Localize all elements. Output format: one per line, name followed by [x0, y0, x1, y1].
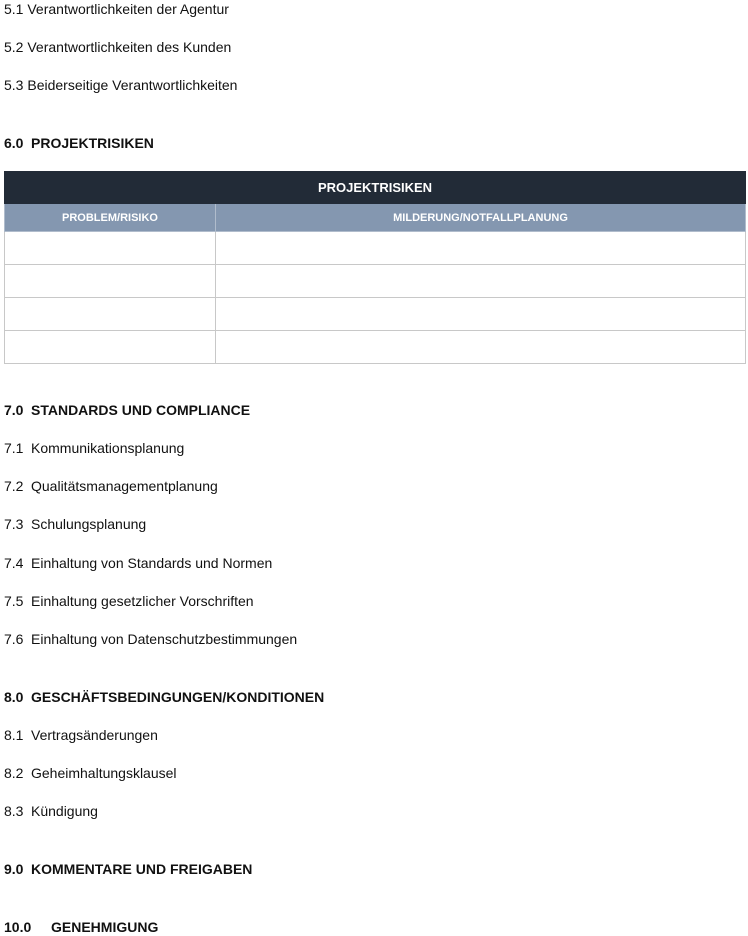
- table-header-row: [5, 204, 746, 232]
- table-title: PROJEKTRISIKEN: [5, 172, 746, 204]
- sub-item-8-1: [4, 725, 158, 745]
- section-8-heading: [4, 687, 324, 707]
- item-number: 7.5: [4, 593, 24, 609]
- sub-item-7-2: [4, 476, 218, 496]
- item-number: 8.1: [4, 727, 24, 743]
- table-cell[interactable]: [216, 232, 746, 265]
- item-number: 7.1: [4, 440, 24, 456]
- item-number: 8.3: [4, 803, 24, 819]
- section-title: GESCHÄFTSBEDINGUNGEN/KONDITIONEN: [31, 689, 325, 705]
- section-7-heading: [4, 400, 250, 420]
- section-number: 9.0: [4, 861, 24, 877]
- table-cell[interactable]: [5, 298, 216, 331]
- table-cell[interactable]: [216, 331, 746, 364]
- item-number: 7.4: [4, 555, 24, 571]
- section-6-heading: [4, 133, 154, 153]
- sub-item-8-2: [4, 763, 177, 783]
- item-label: Einhaltung von Datenschutzbestimmungen: [31, 631, 298, 647]
- item-label: Kündigung: [31, 803, 98, 819]
- sub-item-5-2: 5.2 Verantwortlichkeiten des Kunden: [4, 39, 232, 55]
- item-label: Qualitätsmanagementplanung: [31, 478, 218, 494]
- item-label: Einhaltung gesetzlicher Vorschriften: [31, 593, 254, 609]
- item-number: 8.2: [4, 765, 24, 781]
- section-10-heading: [4, 917, 158, 936]
- sub-item-7-6: [4, 629, 297, 649]
- item-label: Geheimhaltungsklausel: [31, 765, 177, 781]
- table-cell[interactable]: [216, 298, 746, 331]
- item-label: Vertragsänderungen: [31, 727, 158, 743]
- section-number: 8.0: [4, 689, 24, 705]
- section-number: 10.0: [4, 919, 32, 935]
- item-number: 7.6: [4, 631, 24, 647]
- table-row: [5, 298, 746, 331]
- item-label: Einhaltung von Standards und Normen: [31, 555, 273, 571]
- sub-item-5-1: 5.1 Verantwortlichkeiten der Agentur: [4, 1, 229, 17]
- item-number: 7.2: [4, 478, 24, 494]
- item-number: 7.3: [4, 516, 24, 532]
- table-title-row: [5, 172, 746, 204]
- sub-item-7-4: [4, 553, 272, 573]
- column-header-mitigation: MILDERUNG/NOTFALLPLANUNG: [216, 204, 746, 232]
- table-row: [5, 331, 746, 364]
- section-9-heading: [4, 859, 252, 879]
- table-cell[interactable]: [5, 331, 216, 364]
- sub-item-7-1: [4, 438, 184, 458]
- section-title: KOMMENTARE UND FREIGABEN: [31, 861, 253, 877]
- section-number: 7.0: [4, 402, 24, 418]
- table-cell[interactable]: [216, 265, 746, 298]
- sub-item-5-3: 5.3 Beiderseitige Verantwortlichkeiten: [4, 77, 238, 93]
- section-title: STANDARDS UND COMPLIANCE: [31, 402, 251, 418]
- item-label: Schulungsplanung: [31, 516, 147, 532]
- table-cell[interactable]: [5, 265, 216, 298]
- column-header-problem: PROBLEM/RISIKO: [5, 204, 216, 232]
- risk-table: [4, 171, 746, 364]
- section-title: GENEHMIGUNG: [51, 919, 159, 935]
- section-title: PROJEKTRISIKEN: [31, 135, 154, 151]
- table-row: [5, 232, 746, 265]
- sub-item-7-3: [4, 514, 146, 534]
- section-number: 6.0: [4, 135, 24, 151]
- item-label: Kommunikationsplanung: [31, 440, 185, 456]
- sub-item-8-3: [4, 801, 98, 821]
- table-cell[interactable]: [5, 232, 216, 265]
- sub-item-7-5: [4, 591, 254, 611]
- table-row: [5, 265, 746, 298]
